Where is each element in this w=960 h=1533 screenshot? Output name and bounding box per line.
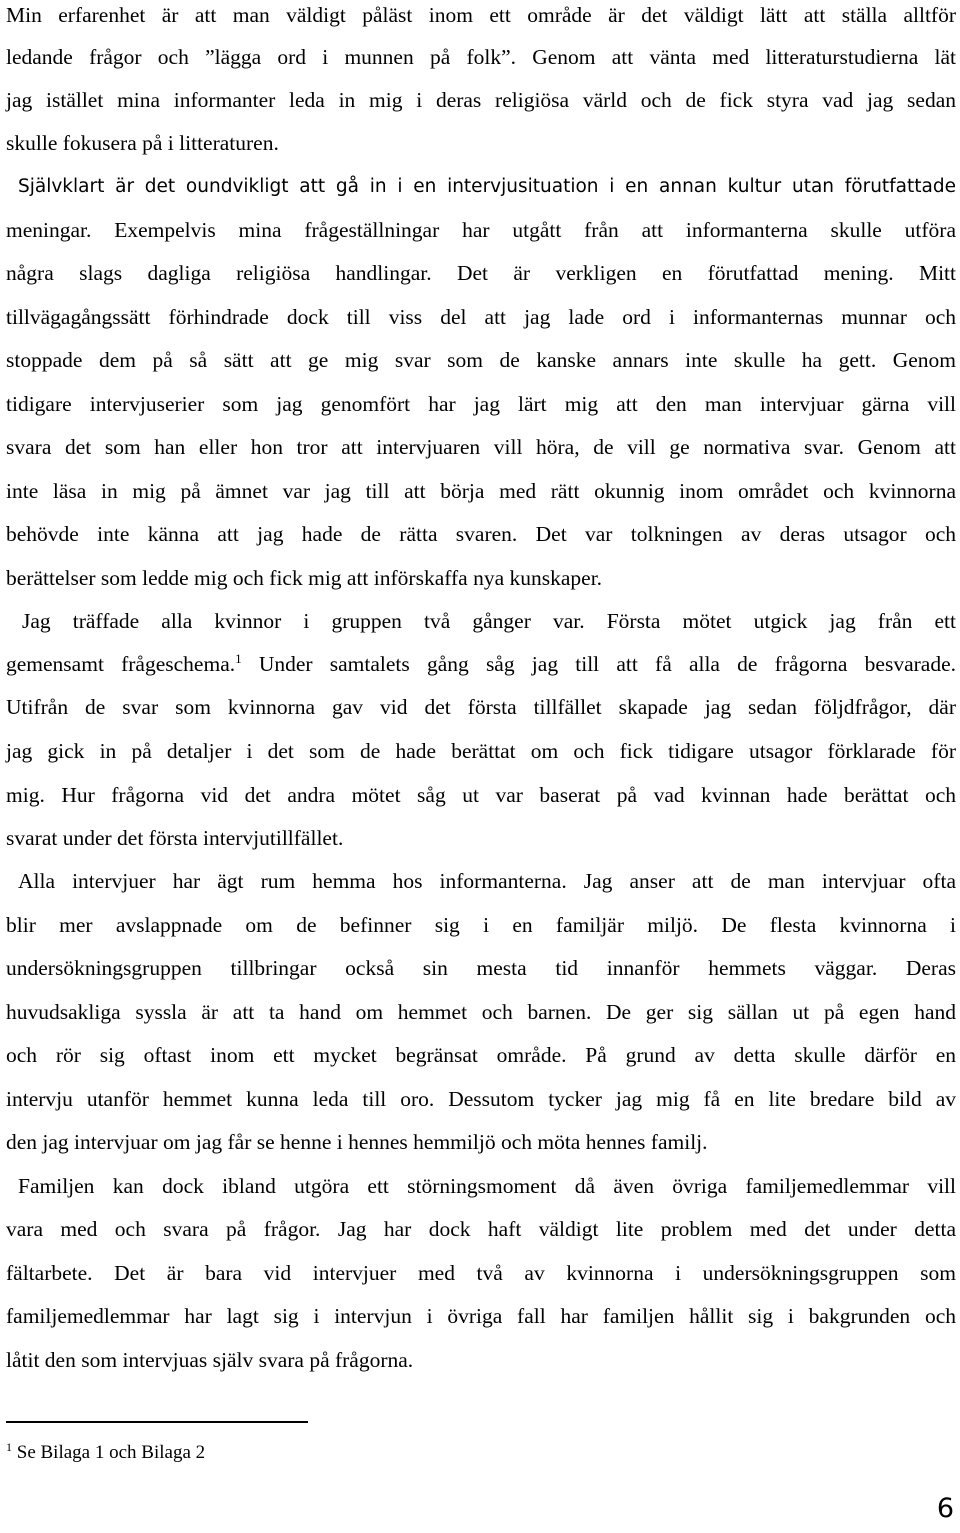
footnote-marker: 1	[6, 1440, 12, 1454]
text-line: behövde inte känna att jag hade de rätta svaren. Det var tolkningen av deras utsagor och	[6, 522, 956, 546]
text-segment: gemensamt frågeschema.	[6, 652, 236, 676]
text-line: Min erfarenhet är att man väldigt påläst inom ett område är det väldigt lätt att ställa alltför	[6, 3, 956, 27]
text-line: vara med och svara på frågor. Jag har dock haft väldigt lite problem med det under detta	[6, 1217, 956, 1241]
text-line: blir mer avslappnade om de befinner sig i en familjär miljö. De flesta kvinnorna i	[6, 913, 956, 937]
text-line: huvudsakliga syssla är att ta hand om hemmet och barnen. De ger sig sällan ut på egen hand	[6, 1000, 956, 1024]
text-line: några slags dagliga religiösa handlingar. Det är verkligen en förutfattad mening. Mitt	[6, 261, 956, 285]
text-line: tidigare intervjuserier som jag genomfört har jag lärt mig att den man intervjuar gärna vill	[6, 392, 956, 416]
text-line: Jag träffade alla kvinnor i gruppen två gånger var. Första mötet utgick jag från ett	[22, 609, 956, 633]
text-line: svarat under det första intervjutillfället.	[6, 826, 344, 850]
text-line: tillvägagångssätt förhindrade dock till viss del att jag lade ord i informanternas munnar och	[6, 305, 956, 329]
text-line: jag istället mina informanter leda in mig i deras religiösa värld och de fick styra vad jag sedan	[6, 88, 956, 112]
text-line: Alla intervjuer har ägt rum hemma hos informanterna. Jag anser att de man intervjuar ofta	[18, 869, 956, 893]
text-line: meningar. Exempelvis mina frågeställningar har utgått från att informanterna skulle utföra	[6, 218, 956, 242]
text-line: inte läsa in mig på ämnet var jag till att börja med rätt okunnig inom området och kvinnorna	[6, 479, 956, 503]
text-line: Självklart är det oundvikligt att gå in i en intervjusituation i en annan kultur utan förutfattade	[18, 176, 956, 197]
text-line: fältarbete. Det är bara vid intervjuer med två av kvinnorna i undersökningsgruppen som	[6, 1261, 956, 1285]
text-line: intervju utanför hemmet kunna leda till oro. Dessutom tycker jag mig få en lite bredare bild av	[6, 1087, 956, 1111]
text-line: ledande frågor och ”lägga ord i munnen på folk”. Genom att vänta med litteraturstudierna lät	[6, 45, 956, 69]
text-line: familjemedlemmar har lagt sig i intervjun i övriga fall har familjen hållit sig i bakgrunden och	[6, 1304, 956, 1328]
text-line: den jag intervjuar om jag får se henne i hennes hemmiljö och möta hennes familj.	[6, 1130, 708, 1154]
text-line: och rör sig oftast inom ett mycket begränsat område. På grund av detta skulle därför en	[6, 1043, 956, 1067]
text-line: skulle fokusera på i litteraturen.	[6, 131, 279, 155]
text-segment: Under samtalets gång såg jag till att få alla de frågorna besvarade.	[241, 652, 956, 676]
text-line: mig. Hur frågorna vid det andra mötet såg ut var baserat på vad kvinnan hade berättat och	[6, 783, 956, 807]
page-number: 6	[936, 1493, 954, 1524]
text-line	[6, 649, 956, 679]
text-line: berättelser som ledde mig och fick mig att införskaffa nya kunskaper.	[6, 566, 603, 590]
text-line: stoppade dem på så sätt att ge mig svar som de kanske annars inte skulle ha gett. Genom	[6, 348, 956, 372]
footnote-text: Se Bilaga 1 och Bilaga 2	[12, 1442, 206, 1463]
text-line: svara det som han eller hon tror att intervjuaren vill höra, de vill ge normativa svar. Genom att	[6, 435, 956, 459]
text-line: undersökningsgruppen tillbringar också sin mesta tid innanför hemmets väggar. Deras	[6, 956, 956, 980]
text-line: låtit den som intervjuas själv svara på frågorna.	[6, 1348, 414, 1372]
footnote-reference: 1	[235, 651, 242, 666]
footnote	[6, 1440, 205, 1466]
footnote-separator	[6, 1421, 308, 1423]
text-line: Familjen kan dock ibland utgöra ett störningsmoment då även övriga familjemedlemmar vill	[18, 1174, 956, 1198]
text-line: Utifrån de svar som kvinnorna gav vid det första tillfället skapade jag sedan följdfrågor, där	[6, 695, 956, 719]
text-line: jag gick in på detaljer i det som de hade berättat om och fick tidigare utsagor förklarade för	[6, 739, 956, 763]
